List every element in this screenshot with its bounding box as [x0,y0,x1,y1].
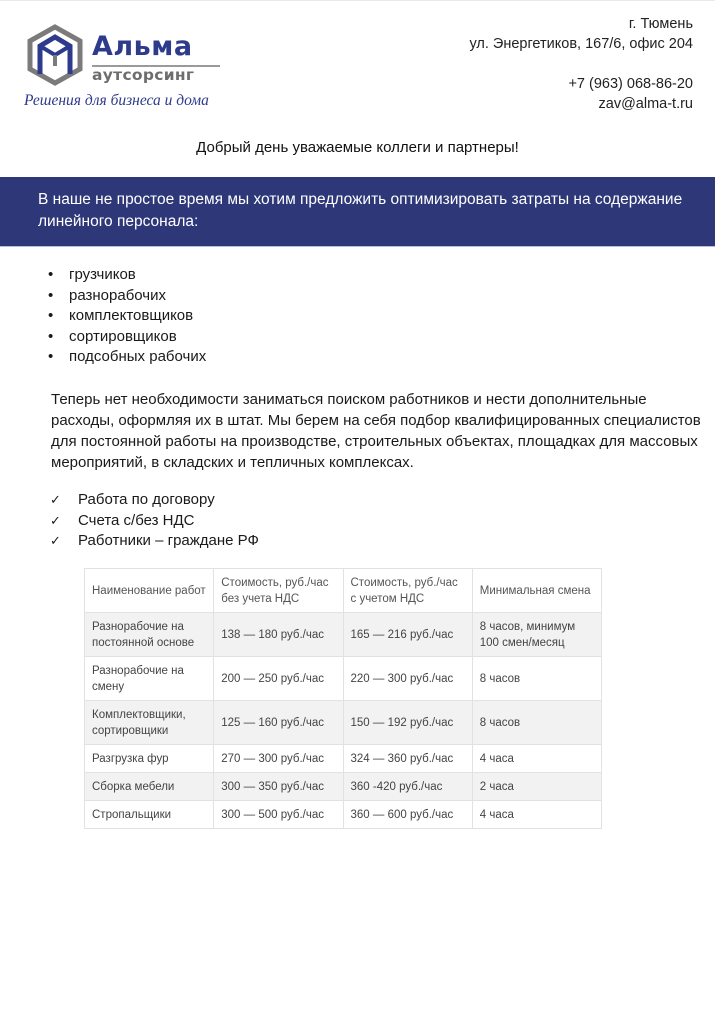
table-row [85,701,602,745]
table-cell: 165 — 216 руб./час [343,613,472,657]
table-cell: 2 часа [472,773,601,801]
email-link[interactable]: zav@alma-t.ru [598,96,693,112]
checkmark-icon: ✓ [50,512,61,528]
table-cell: 300 — 500 руб./час [214,801,343,829]
bullet-icon: • [48,266,54,283]
bullet-icon: • [48,286,54,304]
table-cell: 125 — 160 руб./час [214,701,343,745]
header-cell: Наименование работ [85,569,214,613]
list-item: ✓ Работники – граждане РФ [50,531,259,552]
table-cell: 200 — 250 руб./час [214,657,343,701]
header-cell: Стоимость, руб./час без учета НДС [214,569,343,613]
logo-hexagon-icon [26,24,84,86]
price-table [84,568,602,829]
table-cell: Разнорабочие на постоянной основе [85,613,214,657]
table-header-row [85,569,602,613]
table-row [85,773,602,801]
table-row [85,745,602,773]
table-cell: 8 часов [472,657,601,701]
table-row [85,613,602,657]
staff-list [48,265,206,368]
advantages-list [50,490,259,552]
table-cell: 8 часов [472,701,601,745]
list-item: • комплектовщиков [48,306,206,327]
checkmark-icon: ✓ [50,533,61,548]
table-cell: 300 — 350 руб./час [214,773,343,801]
list-item: • подсобных рабочих [48,347,206,368]
table-cell: Сборка мебели [85,773,214,801]
address: ул. Энергетиков, 167/6, офис 204 [469,36,693,52]
logo-subtitle: аутсорсинг [92,66,195,84]
bullet-icon: • [48,348,54,365]
company-logo [26,24,226,88]
table-cell: 270 — 300 руб./час [214,745,343,773]
table-cell: Разнорабочие на смену [85,657,214,701]
table-cell: 360 — 600 руб./час [343,801,472,829]
table-cell: 8 часов, минимум 100 смен/месяц [472,613,601,657]
description-paragraph: Теперь нет необходимости заниматься поиском работников и нести дополнительные расходы, оформляя их в штат. Мы берем на себя подбор квалифицированных специалистов для постоянной работы на производстве, строительных объектах, площадках для массовых мероприятий, в складских и тепличных комплексах. [51,391,701,471]
table-cell: 4 часа [472,745,601,773]
table-cell: 324 — 360 руб./час [343,745,472,773]
list-item: • грузчиков [48,265,206,286]
bullet-icon: • [48,327,54,345]
banner-text: В наше не простое время мы хотим предложить оптимизировать затраты на содержание линейного персонала: [38,191,683,230]
table-cell: 360 -420 руб./час [343,773,472,801]
table-cell: 138 — 180 руб./час [214,613,343,657]
table-cell: Стропальщики [85,801,214,829]
table-cell: 220 — 300 руб./час [343,657,472,701]
list-item: ✓ Счета с/без НДС [50,511,259,532]
list-item: ✓ Работа по договору [50,490,259,511]
table-row [85,801,602,829]
greeting-heading: Добрый день уважаемые коллеги и партнеры! [196,139,519,156]
header-cell: Стоимость, руб./час с учетом НДС [343,569,472,613]
table-cell: 4 часа [472,801,601,829]
table-row [85,657,602,701]
checkmark-icon: ✓ [50,492,61,507]
offer-banner [0,177,715,247]
city: г. Тюмень [628,16,693,32]
list-item: • разнорабочих [48,286,206,307]
bullet-icon: • [48,307,54,324]
table-cell: 150 — 192 руб./час [343,701,472,745]
table-cell: Разгрузка фур [85,745,214,773]
contact-block [469,14,693,114]
header-cell: Минимальная смена [472,569,601,613]
logo-name: Альма [92,31,193,62]
table-cell: Комплектовщики, сортировщики [85,701,214,745]
top-divider [0,0,715,1]
phone: +7 (963) 068-86-20 [568,76,693,92]
list-item: • сортировщиков [48,327,206,348]
company-tagline: Решения для бизнеса и дома [24,92,209,109]
